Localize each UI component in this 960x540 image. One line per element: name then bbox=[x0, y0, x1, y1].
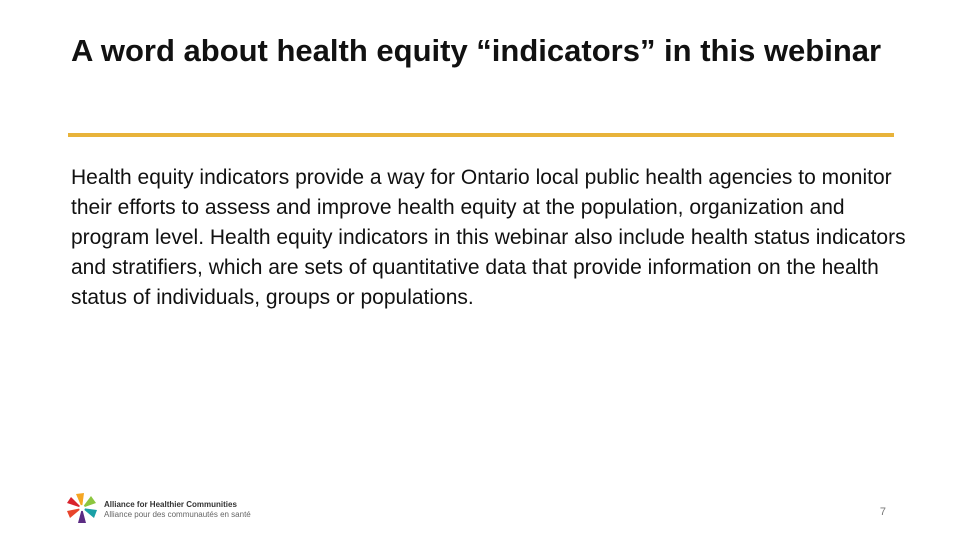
slide-body-text: Health equity indicators provide a way for Ontario local public health agencies to monitor their efforts to assess and improve health equity at the population, organization and program level. Health equity indicators in this webinar also include health status indicators and stratifiers, which are sets of quantitative data that provide information on the health status of individuals, groups or populations. bbox=[71, 166, 906, 309]
logo-name-english: Alliance for Healthier Communities bbox=[104, 500, 237, 509]
page-number: 7 bbox=[879, 506, 886, 518]
logo-name-french: Alliance pour des communautés en santé bbox=[104, 510, 251, 519]
slide-title: A word about health equity “indicators” in this webinar bbox=[71, 33, 882, 68]
footer-logo bbox=[64, 490, 264, 530]
logo-wordmark bbox=[104, 500, 251, 520]
title-divider bbox=[68, 133, 894, 137]
alliance-logo-icon bbox=[64, 490, 100, 526]
